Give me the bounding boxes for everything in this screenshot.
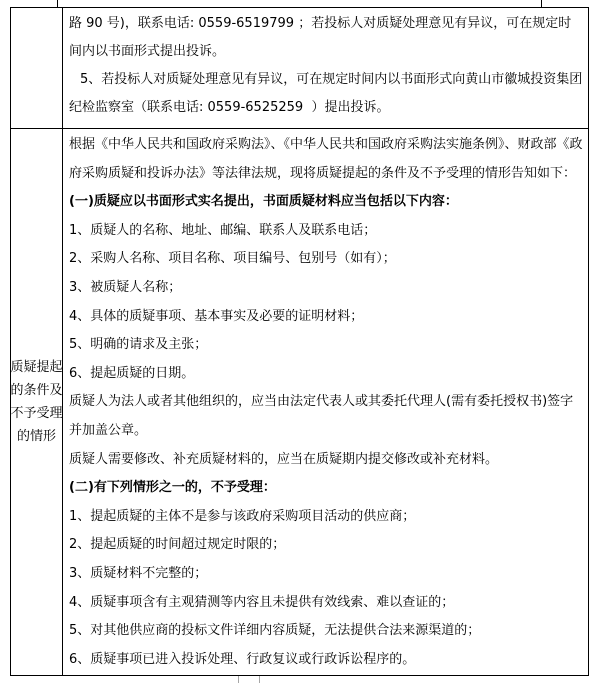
paragraph: 3、质疑材料不完整的； [69,565,208,581]
row-content-cell [63,129,588,675]
adjacent-row-divider-remnant [259,676,260,683]
paragraph: 5、对其他供应商的投标文件详细内容质疑，无法提供合法来源渠道的； [69,623,481,639]
paragraph: 2、提起质疑的时间超过规定时限的； [69,537,286,553]
row-label-line: 的情形 [17,429,57,444]
paragraph: 1、提起质疑的主体不是参与该政府采购项目活动的供应商； [69,508,416,524]
adjacent-row-divider-remnant [541,0,542,7]
paragraph: 6、提起质疑的日期。 [69,365,195,381]
table-row-contact-info [11,8,588,129]
paragraph: 4、质疑事项含有主观猜测等内容且未提供有效线索、难以查证的； [69,594,455,610]
row-label [11,356,63,448]
paragraph: 3、被质疑人名称； [69,279,182,295]
paragraph: 2、采购人名称、项目名称、项目编号、包别号（如有）； [69,251,396,267]
paragraph: 根据《中华人民共和国政府采购法》、《中华人民共和国政府采购法实施条例》、财政部《政府采购质疑和投诉办法》等法律法规，现将质疑提起的条件及不予受理的情形告知如下： [69,137,583,181]
paragraph: 路 90 号)，联系电话: 0559-6519799 ；若投标人对质疑处理意见有异议，可在规定时间内以书面形式提出投诉。 [69,16,572,59]
row-label-line: 不予受理 [10,406,63,421]
row-header-cell [11,129,63,675]
row-label-line: 质疑提起 [10,360,63,375]
paragraph: (一)质疑应以书面形式实名提出，书面质疑材料应当包括以下内容： [69,194,458,210]
table-row-question-conditions [11,129,588,675]
paragraph: 6、质疑事项已进入投诉处理、行政复议或行政诉讼程序的。 [69,651,416,667]
notice-table [10,7,589,676]
paragraph: 5、若投标人对质疑处理意见有异议，可在规定时间内以书面形式向黄山市徽城投资集团纪检监察室（联系电话: 0559-6525259 ）提出投诉。 [69,72,583,115]
paragraph: 质疑人为法人或者其他组织的，应当由法定代表人或其委托代理人(需有委托授权书)签字并加盖公章。 [69,394,574,438]
paragraph: (二)有下列情形之一的，不予受理： [69,480,276,496]
row-label-line: 的条件及 [10,383,63,398]
row-content-cell [63,8,588,128]
paragraph: 4、具体的质疑事项、基本事实及必要的证明材料； [69,308,364,324]
adjacent-row-divider-remnant [238,676,239,683]
paragraph: 5、明确的请求及主张； [69,337,208,353]
row-header-cell-empty [11,8,63,128]
paragraph: 1、质疑人的名称、地址、邮编、联系人及联系电话； [69,222,377,238]
paragraph: 质疑人需要修改、补充质疑材料的，应当在质疑期内提交修改或补充材料。 [69,451,499,467]
adjacent-row-divider-remnant [57,0,58,7]
